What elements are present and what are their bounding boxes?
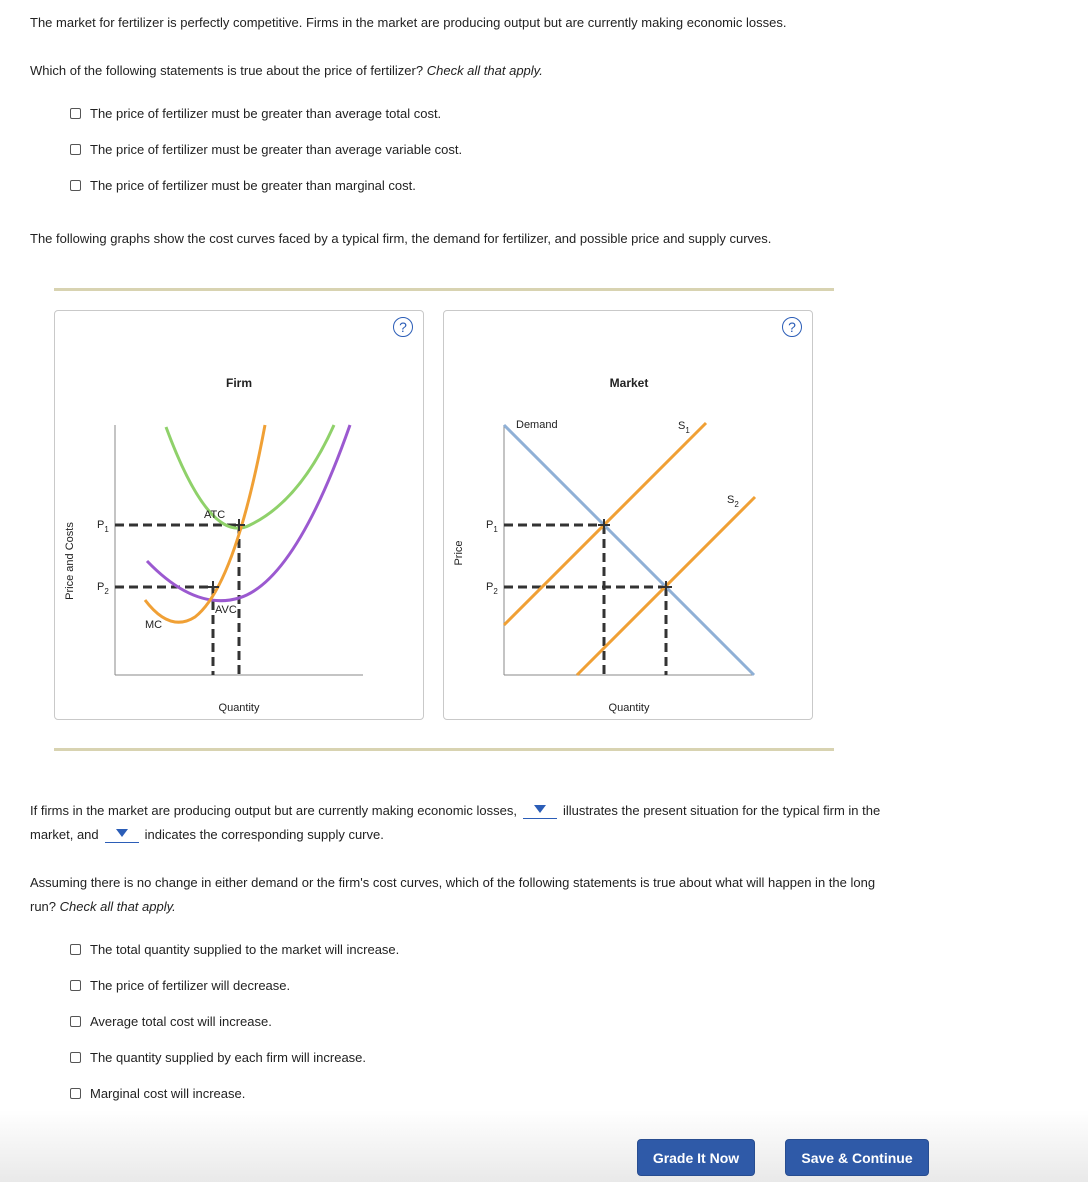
question1-text: Which of the following statements is true about the price of fertilizer? xyxy=(30,63,424,78)
demand-label: Demand xyxy=(516,419,558,431)
checkbox[interactable] xyxy=(70,980,81,991)
mc-label: MC xyxy=(145,619,163,631)
firm-p2-label: $P_2$ xyxy=(97,581,109,596)
help-icon[interactable]: ? xyxy=(782,317,802,337)
dropdown-arrow-icon xyxy=(534,805,546,813)
bottom-divider xyxy=(54,748,834,751)
supply-curve-dropdown[interactable] xyxy=(105,826,139,843)
atc-curve[interactable] xyxy=(166,425,334,528)
firm-p1-label: $P_1$ xyxy=(97,519,109,534)
q2-option-5-label: Marginal cost will increase. xyxy=(90,1085,246,1101)
demand-curve[interactable] xyxy=(504,425,754,675)
market-graph[interactable] xyxy=(444,311,814,721)
avc-label: AVC xyxy=(215,604,237,616)
fill-in-text-4: indicates the corresponding supply curve. xyxy=(144,827,384,842)
checkbox[interactable] xyxy=(70,1016,81,1027)
q1-option-1-label: The price of fertilizer must be greater than average total cost. xyxy=(90,105,442,121)
checkbox[interactable] xyxy=(70,944,81,955)
q2-option-4-label: The quantity supplied by each firm will increase. xyxy=(90,1049,367,1065)
question1-prompt xyxy=(30,59,543,83)
checkbox[interactable] xyxy=(70,1088,81,1099)
q2-option-2[interactable] xyxy=(70,976,290,994)
help-icon[interactable]: ? xyxy=(393,317,413,337)
q1-option-3-label: The price of fertilizer must be greater than marginal cost. xyxy=(90,177,416,193)
checkbox[interactable] xyxy=(70,1052,81,1063)
q2-option-5[interactable] xyxy=(70,1084,245,1102)
fill-in-text-1: If firms in the market are producing output but are currently making economic losses, xyxy=(30,803,517,818)
fill-in-line-2 xyxy=(30,823,384,847)
market-y-axis-label: Price xyxy=(453,540,465,566)
market-p1-label: $P_1$ xyxy=(486,519,498,534)
intro-text: The market for fertilizer is perfectly competitive. Firms in the market are producing output but are currently making economic losses. xyxy=(30,15,787,30)
fill-in-text-3: market, and xyxy=(30,827,99,842)
checkbox[interactable] xyxy=(70,180,81,191)
q2-option-2-label: The price of fertilizer will decrease. xyxy=(90,977,291,993)
q1-option-2-label: The price of fertilizer must be greater than average variable cost. xyxy=(90,141,463,157)
market-x-axis-label: Quantity xyxy=(608,702,650,714)
question2-text-2: run? xyxy=(30,899,57,914)
firm-graph-title: Firm xyxy=(225,376,253,390)
q2-option-3-label: Average total cost will increase. xyxy=(90,1013,272,1029)
firm-graph[interactable] xyxy=(55,311,425,721)
save-continue-button[interactable]: Save & Continue xyxy=(785,1139,929,1176)
question2-instruction: Check all that apply. xyxy=(59,899,176,914)
situation-dropdown[interactable] xyxy=(523,802,557,819)
market-p2-label: $P_2$ xyxy=(486,581,498,596)
market-graph-title: Market xyxy=(609,376,649,390)
firm-y-axis-label: Price and Costs xyxy=(64,522,76,600)
market-graph-panel[interactable] xyxy=(443,310,813,720)
q2-option-3[interactable] xyxy=(70,1012,272,1030)
s1-label: $S_1$ xyxy=(678,420,690,435)
q1-option-2[interactable] xyxy=(70,140,462,158)
q1-option-3[interactable] xyxy=(70,176,416,194)
grade-it-now-button[interactable]: Grade It Now xyxy=(637,1139,755,1176)
dropdown-arrow-icon xyxy=(116,829,128,837)
graph-intro-text: The following graphs show the cost curves faced by a typical firm, the demand for fertilizer, and possible price and supply curves. xyxy=(30,231,772,246)
s2-label: $S_2$ xyxy=(727,494,739,509)
q1-option-1[interactable] xyxy=(70,104,441,122)
question2-text: Assuming there is no change in either demand or the firm's cost curves, which of the following statements is true about what will happen in the long xyxy=(30,875,876,890)
question1-instruction: Check all that apply. xyxy=(426,63,543,78)
fill-in-line-1 xyxy=(30,799,880,823)
q2-option-4[interactable] xyxy=(70,1048,366,1066)
q2-option-1-label: The total quantity supplied to the market will increase. xyxy=(90,941,400,957)
checkbox[interactable] xyxy=(70,144,81,155)
checkbox[interactable] xyxy=(70,108,81,119)
top-divider xyxy=(54,288,834,291)
firm-x-axis-label: Quantity xyxy=(218,702,260,714)
firm-graph-panel[interactable] xyxy=(54,310,424,720)
fill-in-text-2: illustrates the present situation for the typical firm in the xyxy=(563,803,881,818)
question2-prompt-end xyxy=(30,895,176,919)
atc-label: ATC xyxy=(204,509,226,521)
q2-option-1[interactable] xyxy=(70,940,399,958)
